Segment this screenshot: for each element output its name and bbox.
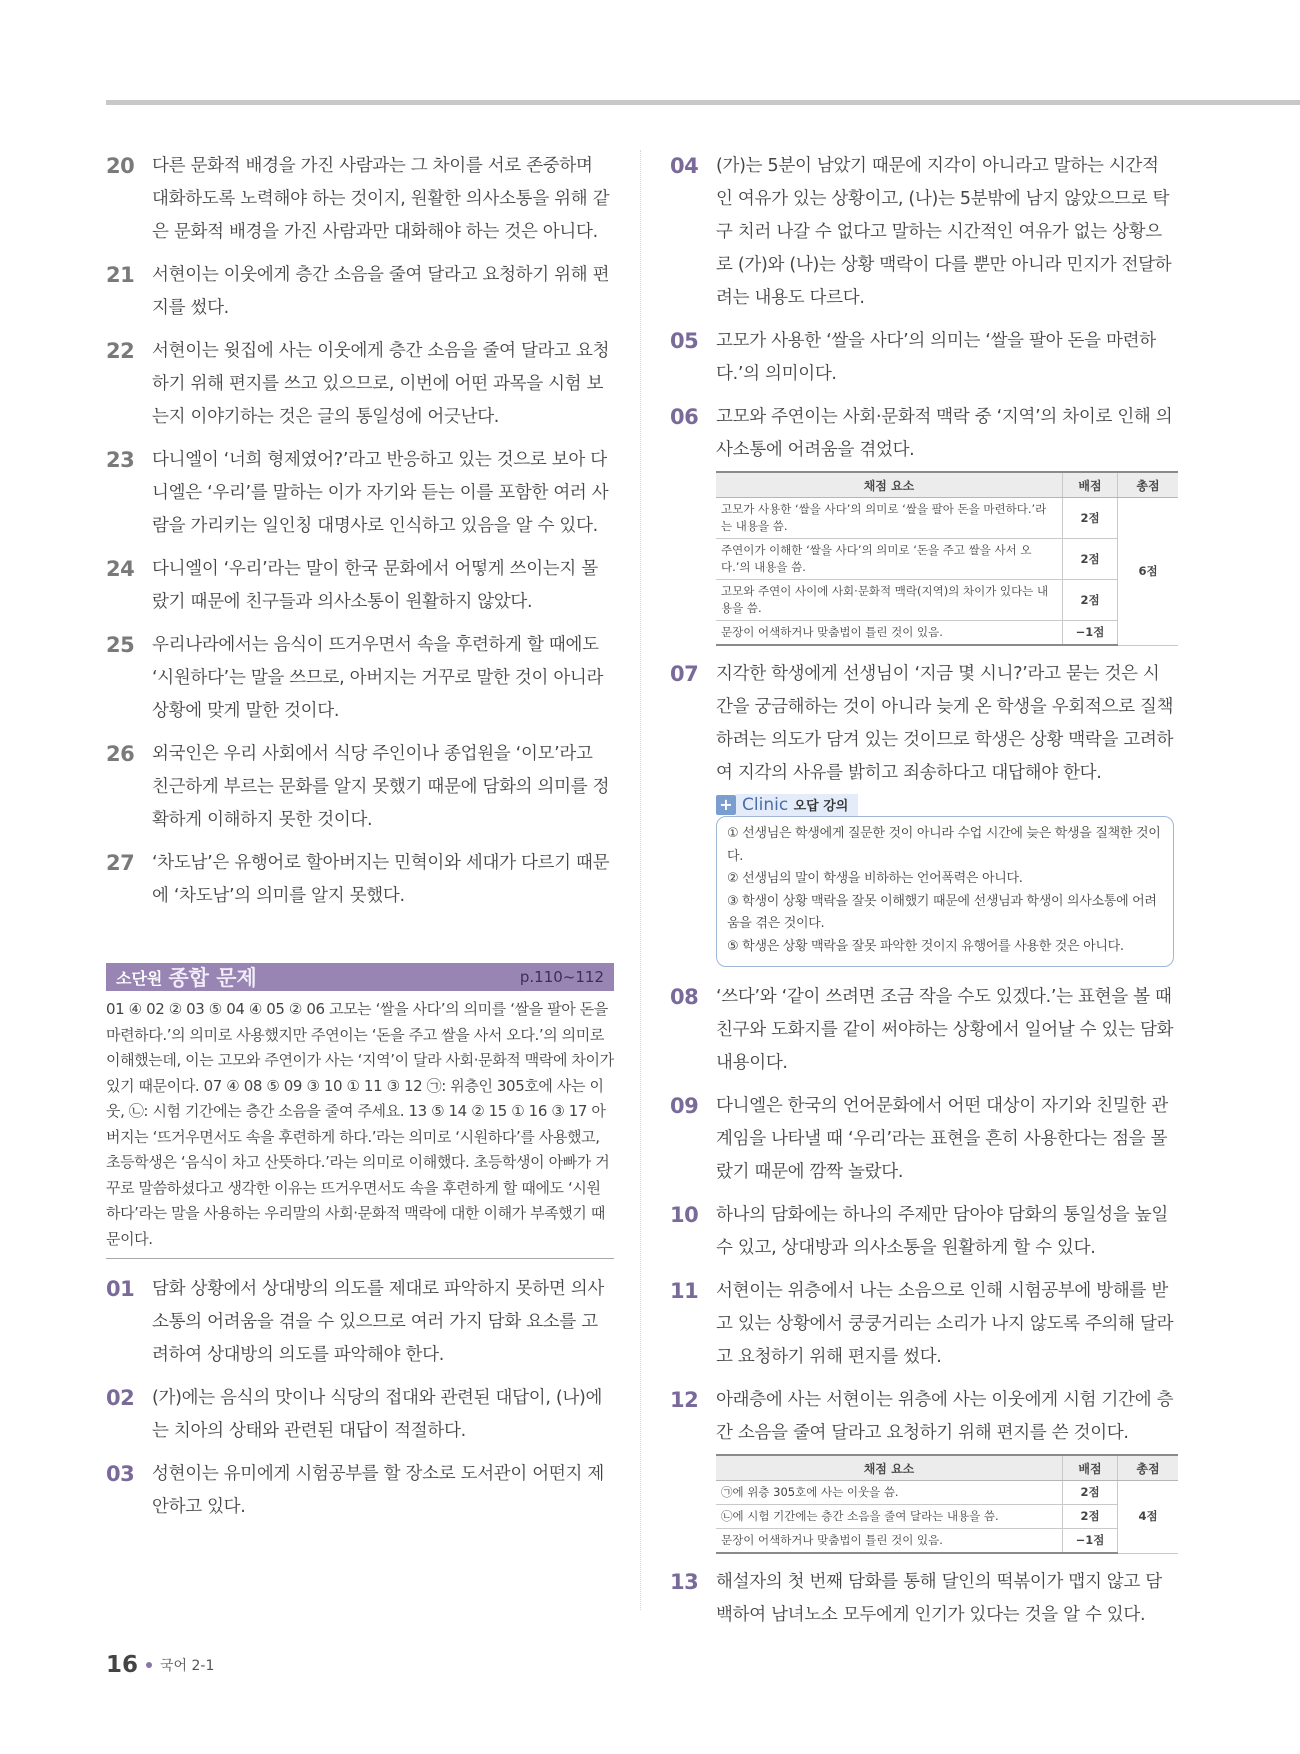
answer-item-03	[106, 1458, 614, 1524]
scoring-element: ㉡에 시험 기간에는 층간 소음을 줄여 달라는 내용을 씀.	[716, 1505, 1063, 1529]
item-number: 01	[106, 1277, 135, 1301]
item-number: 13	[670, 1570, 699, 1594]
item-number: 24	[106, 557, 135, 581]
item-text: 아래층에 사는 서현이는 위층에 사는 이웃에게 시험 기간에 층간 소음을 줄여 달라고 요청하기 위해 편지를 쓴 것이다.	[716, 1390, 1174, 1443]
item-text: ‘차도남’은 유행어로 할아버지는 민혁이와 세대가 다르기 때문에 ‘차도남’의 의미를 알지 못했다.	[152, 853, 610, 906]
answer-item-12	[670, 1384, 1174, 1450]
scoring-table-06	[716, 471, 1178, 646]
table-row	[716, 1481, 1178, 1505]
unit-label: 소단원	[116, 968, 163, 988]
top-rule	[106, 100, 1300, 105]
item-number: 25	[106, 633, 135, 657]
answer-summary: 01 ④ 02 ② 03 ⑤ 04 ④ 05 ② 06 고모는 ‘쌀을 사다’의 의미를 ‘쌀을 팔아 돈을 마련하다.’의 의미로 사용했지만 주연이는 ‘돈을 주고 쌀을 사서 오다.’의 의미로 이해했는데, 이는 고모와 주연이가 사는 ‘지역’이 달라 사회·문화적 맥락에 차이가 있기 때문이다. 07 ④ 08 ⑤ 09 ③ 10 ① 11 ③ 12 ㉠: 위층인 305호에 사는 이웃, ㉡: 시험 기간에는 층간 소음을 줄여 주세요. 13 ⑤ 14 ② 15 ① 16 ③ 17 아버지는 ‘뜨거우면서도 속을 후련하게 하다.’라는 의미로 ‘시원하다’를 사용했고, 초등학생은 ‘음식이 차고 산뜻하다.’라는 의미로 이해했다. 초등학생이 아빠가 거꾸로 말씀하셨다고 생각한 이유는 뜨거우면서도 속을 후련하게 할 때에도 ‘시원하다’라는 말을 사용하는 우리말의 사회·문화적 맥락에 대한 이해가 부족했기 때문이다.	[106, 991, 614, 1259]
scoring-points: −1점	[1063, 1529, 1118, 1554]
answer-item-01	[106, 1273, 614, 1372]
scoring-points: 2점	[1063, 539, 1118, 580]
unit-pages: p.110~112	[519, 968, 604, 986]
scoring-points: 2점	[1063, 498, 1118, 539]
item-text: 다니엘이 ‘우리’라는 말이 한국 문화에서 어떻게 쓰이는지 몰랐기 때문에 친구들과 의사소통이 원활하지 않았다.	[152, 559, 598, 612]
item-text: 다른 문화적 배경을 가진 사람과는 그 차이를 서로 존중하며 대화하도록 노력해야 하는 것이지, 원활한 의사소통을 위해 같은 문화적 배경을 가진 사람과만 대화해야 하는 것은 아니다.	[152, 156, 610, 242]
item-text: 서현이는 이웃에게 층간 소음을 줄여 달라고 요청하기 위해 편지를 썼다.	[152, 265, 610, 318]
item-number: 09	[670, 1094, 699, 1118]
left-column	[106, 150, 614, 1534]
item-number: 04	[670, 154, 699, 178]
answer-item-26	[106, 738, 614, 837]
clinic-box	[716, 794, 1174, 967]
answer-item-09	[670, 1090, 1174, 1189]
table-row	[716, 498, 1178, 539]
bullet-icon	[146, 1662, 152, 1668]
item-number: 27	[106, 851, 135, 875]
answer-item-22	[106, 335, 614, 434]
item-text: 하나의 담화에는 하나의 주제만 담아야 담화의 통일성을 높일 수 있고, 상대방과 의사소통을 원활하게 할 수 있다.	[716, 1205, 1168, 1258]
page-number: 16	[106, 1652, 139, 1678]
clinic-title: Clinic 오답 강의	[736, 794, 858, 816]
item-number: 05	[670, 329, 699, 353]
scoring-points: 2점	[1063, 580, 1118, 621]
scoring-total: 6점	[1118, 498, 1179, 646]
table-header: 배점	[1063, 1455, 1118, 1481]
item-number: 06	[670, 405, 699, 429]
clinic-subtitle: 오답 강의	[793, 799, 849, 814]
item-text: ‘쓰다’와 ‘같이 쓰려면 조금 작을 수도 있겠다.’는 표현을 볼 때 친구와 도화지를 같이 써야하는 상황에서 일어날 수 있는 담화 내용이다.	[716, 987, 1174, 1073]
scoring-total: 4점	[1118, 1481, 1179, 1554]
table-header: 채점 요소	[716, 472, 1063, 498]
item-text: 다니엘이 ‘너희 형제였어?’라고 반응하고 있는 것으로 보아 다니엘은 ‘우리’를 말하는 이가 자기와 듣는 이를 포함한 여러 사람을 가리키는 일인칭 대명사로 인식하고 있음을 알 수 있다.	[152, 450, 609, 536]
item-number: 22	[106, 339, 135, 363]
item-text: 외국인은 우리 사회에서 식당 주인이나 종업원을 ‘이모’라고 친근하게 부르는 문화를 알지 못했기 때문에 담화의 의미를 정확하게 이해하지 못한 것이다.	[152, 744, 610, 830]
answer-item-10	[670, 1199, 1174, 1265]
item-number: 11	[670, 1279, 699, 1303]
clinic-body	[716, 816, 1174, 967]
answer-item-20	[106, 150, 614, 249]
item-text: 서현이는 윗집에 사는 이웃에게 층간 소음을 줄여 달라고 요청하기 위해 편지를 쓰고 있으므로, 이번에 어떤 과목을 시험 보는지 이야기하는 것은 글의 통일성에 어긋난다.	[152, 341, 610, 427]
scoring-element: 고모가 사용한 ‘쌀을 사다’의 의미로 ‘쌀을 팔아 돈을 마련하다.’라는 내용을 씀.	[716, 498, 1063, 539]
item-number: 23	[106, 448, 135, 472]
answer-item-25	[106, 629, 614, 728]
answer-item-07	[670, 658, 1174, 790]
table-row	[716, 1529, 1178, 1554]
item-number: 26	[106, 742, 135, 766]
answer-item-24	[106, 553, 614, 619]
clinic-header	[716, 794, 1174, 816]
table-header: 총점	[1118, 472, 1179, 498]
plus-icon: +	[716, 795, 736, 815]
answer-item-06	[670, 401, 1174, 467]
answer-item-13	[670, 1566, 1174, 1632]
answer-item-05	[670, 325, 1174, 391]
table-header: 배점	[1063, 472, 1118, 498]
item-text: (가)에는 음식의 맛이나 식당의 접대와 관련된 대답이, (나)에는 치아의 상태와 관련된 대답이 적절하다.	[152, 1388, 603, 1441]
unit-header	[106, 963, 614, 991]
item-number: 12	[670, 1388, 699, 1412]
item-text: (가)는 5분이 남았기 때문에 지각이 아니라고 말하는 시간적인 여유가 있는 상황이고, (나)는 5분밖에 남지 않았으므로 탁구 치러 나갈 수 없다고 말하는 시간적인 여유가 없는 상황으로 (가)와 (나)는 상황 맥락이 다를 뿐만 아니라 민지가 전달하려는 내용도 다르다.	[716, 156, 1172, 308]
item-text: 고모와 주연이는 사회·문화적 맥락 중 ‘지역’의 차이로 인해 의사소통에 어려움을 겪었다.	[716, 407, 1173, 460]
item-number: 07	[670, 662, 699, 686]
scoring-points: −1점	[1063, 621, 1118, 646]
item-number: 10	[670, 1203, 699, 1227]
item-text: 성현이는 유미에게 시험공부를 할 장소로 도서관이 어떤지 제안하고 있다.	[152, 1464, 604, 1517]
answer-item-11	[670, 1275, 1174, 1374]
item-text: 다니엘은 한국의 언어문화에서 어떤 대상이 자기와 친밀한 관계임을 나타낼 때 ‘우리’라는 표현을 흔히 사용한다는 점을 몰랐기 때문에 깜짝 놀랐다.	[716, 1096, 1168, 1182]
table-row	[716, 580, 1178, 621]
item-text: 고모가 사용한 ‘쌀을 사다’의 의미는 ‘쌀을 팔아 돈을 마련하다.’의 의미이다.	[716, 331, 1156, 384]
item-number: 08	[670, 985, 699, 1009]
clinic-line: ① 선생님은 학생에게 질문한 것이 아니라 수업 시간에 늦은 학생을 질책한 것이다.	[727, 826, 1161, 864]
answer-item-08	[670, 981, 1174, 1080]
item-number: 03	[106, 1462, 135, 1486]
right-column	[670, 150, 1174, 1642]
answer-item-21	[106, 259, 614, 325]
item-text: 우리나라에서는 음식이 뜨거우면서 속을 후련하게 할 때에도 ‘시원하다’는 말을 쓰므로, 아버지는 거꾸로 말한 것이 아니라 상황에 맞게 말한 것이다.	[152, 635, 604, 721]
book-title: 국어 2-1	[160, 1658, 215, 1674]
item-number: 20	[106, 154, 135, 178]
scoring-points: 2점	[1063, 1481, 1118, 1505]
table-row	[716, 621, 1178, 646]
answer-item-23	[106, 444, 614, 543]
item-number: 21	[106, 263, 135, 287]
scoring-table-12	[716, 1454, 1178, 1554]
clinic-line: ② 선생님의 말이 학생을 비하하는 언어폭력은 아니다.	[727, 871, 1023, 886]
scoring-element: 문장이 어색하거나 맞춤법이 틀린 것이 있음.	[716, 621, 1063, 646]
unit-title: 종합 문제	[168, 965, 257, 990]
item-number: 02	[106, 1386, 135, 1410]
table-header: 총점	[1118, 1455, 1179, 1481]
item-text: 서현이는 위층에서 나는 소음으로 인해 시험공부에 방해를 받고 있는 상황에서 쿵쿵거리는 소리가 나지 않도록 주의해 달라고 요청하기 위해 편지를 썼다.	[716, 1281, 1174, 1367]
clinic-line: ⑤ 학생은 상황 맥락을 잘못 파악한 것이지 유행어를 사용한 것은 아니다.	[727, 938, 1124, 954]
page-footer	[106, 1652, 214, 1678]
scoring-points: 2점	[1063, 1505, 1118, 1529]
item-text: 해설자의 첫 번째 담화를 통해 달인의 떡볶이가 맵지 않고 담백하여 남녀노소 모두에게 인기가 있다는 것을 알 수 있다.	[716, 1572, 1162, 1625]
scoring-element: 문장이 어색하거나 맞춤법이 틀린 것이 있음.	[716, 1529, 1063, 1554]
table-row	[716, 539, 1178, 580]
item-text: 지각한 학생에게 선생님이 ‘지금 몇 시니?’라고 묻는 것은 시간을 궁금해하는 것이 아니라 늦게 온 학생을 우회적으로 질책하려는 의도가 담겨 있는 것이므로 학생은 상황 맥락을 고려하여 지각의 사유를 밝히고 죄송하다고 대답해야 한다.	[716, 664, 1174, 783]
scoring-element: 고모와 주연이 사이에 사회·문화적 맥락(지역)의 차이가 있다는 내용을 씀.	[716, 580, 1063, 621]
scoring-element: ㉠에 위층 305호에 사는 이웃을 씀.	[716, 1481, 1063, 1505]
table-header: 채점 요소	[716, 1455, 1063, 1481]
answer-item-02	[106, 1382, 614, 1448]
answer-item-27	[106, 847, 614, 913]
scoring-element: 주연이가 이해한 ‘쌀을 사다’의 의미로 ‘돈을 주고 쌀을 사서 오다.’의 내용을 씀.	[716, 539, 1063, 580]
table-row	[716, 1505, 1178, 1529]
item-text: 담화 상황에서 상대방의 의도를 제대로 파악하지 못하면 의사소통의 어려움을 겪을 수 있으므로 여러 가지 담화 요소를 고려하여 상대방의 의도를 파악해야 한다.	[152, 1279, 604, 1365]
column-divider	[640, 150, 641, 1610]
clinic-line: ③ 학생이 상황 맥락을 잘못 이해했기 때문에 선생님과 학생이 의사소통에 어려움을 겪은 것이다.	[727, 893, 1157, 931]
answer-item-04	[670, 150, 1174, 315]
